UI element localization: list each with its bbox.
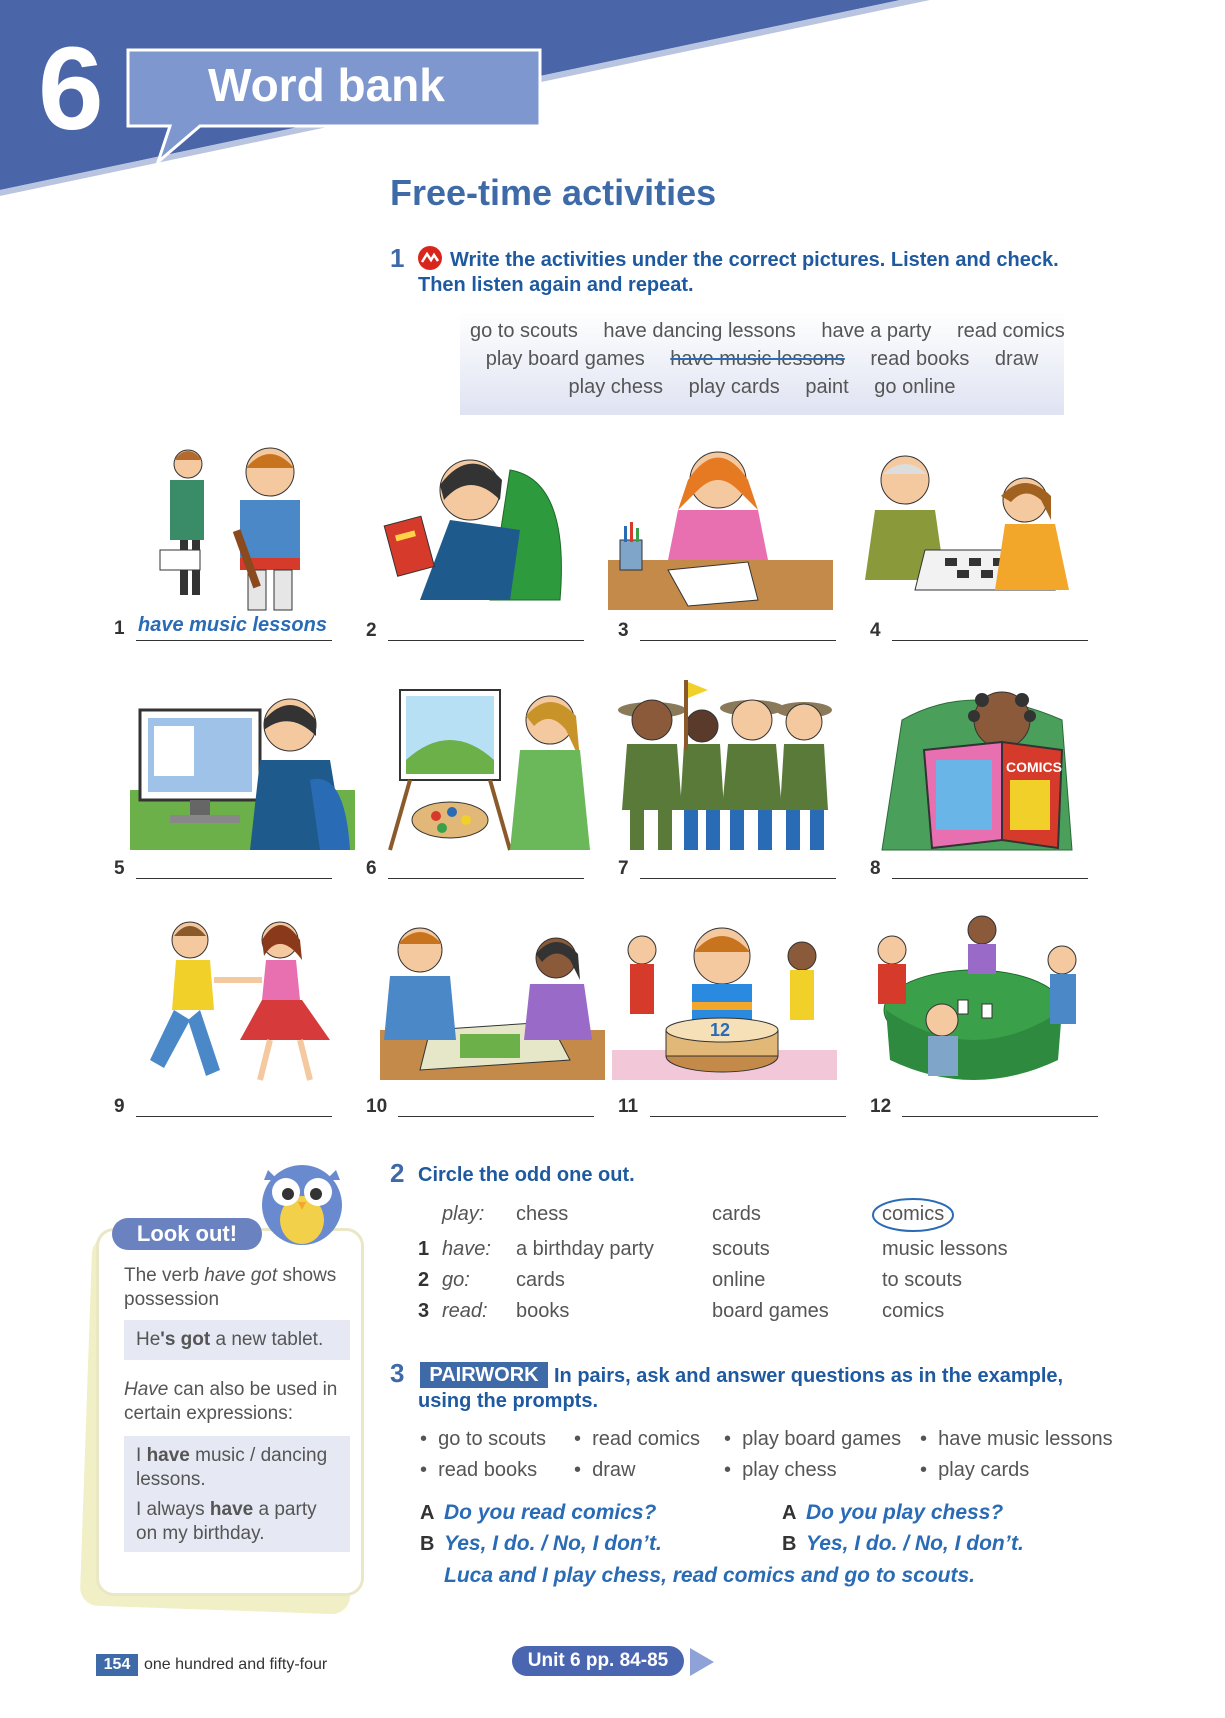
picture-9-number: 9 <box>114 1096 125 1117</box>
picture-5-number: 5 <box>114 858 125 879</box>
cake-number: 12 <box>710 1020 731 1040</box>
word-box-item: read books <box>870 348 970 370</box>
lookout-example-1-c: a new tablet. <box>210 1329 324 1350</box>
dialogue-2-line-b: Yes, I do. / No, I don’t. <box>806 1532 1024 1555</box>
word-box-item: read comics <box>956 320 1065 342</box>
audio-icon[interactable] <box>417 245 443 271</box>
lookout-text-2-b: can also be used in certain expressions: <box>124 1379 338 1424</box>
ex2-verb: have <box>442 1238 486 1260</box>
word-box-item: have dancing lessons <box>603 320 796 342</box>
exercise-3-instruction-line2: using the prompts. <box>418 1390 598 1412</box>
ex2-row-2-a: cards <box>516 1269 565 1291</box>
lookout-text-1 <box>124 1264 354 1312</box>
ex2-row-1-c: music lessons <box>882 1238 1008 1260</box>
picture-9-answer-line[interactable] <box>136 1116 332 1117</box>
dialogue-2-line-a: Do you play chess? <box>806 1501 1004 1524</box>
ex2-row-3-verb: read: <box>442 1300 488 1322</box>
prompt-text: have music lessons <box>938 1428 1113 1450</box>
picture-5-answer-line[interactable] <box>136 878 332 879</box>
exercise-1-instruction-line1: Write the activities under the correct pictures. Listen and check. <box>450 249 1059 271</box>
picture-4-number: 4 <box>870 620 881 641</box>
picture-1-answer: have music lessons <box>138 614 327 636</box>
dialogue-2-speaker-a: A <box>782 1502 797 1524</box>
lookout-example-2 <box>124 1436 350 1552</box>
picture-4-chess <box>855 440 1080 615</box>
lookout-example-1-b: 's got <box>160 1329 211 1350</box>
word-box-item: have a party <box>821 320 932 342</box>
lookout-text-2 <box>124 1378 354 1426</box>
picture-10-board-game <box>380 910 605 1085</box>
exercise-2-instruction: Circle the odd one out. <box>418 1164 635 1186</box>
prompt-item: • play cards <box>920 1459 1030 1481</box>
prompt-item: • read books <box>420 1459 538 1481</box>
lookout-example-2-line <box>136 1444 338 1492</box>
ex2-row-1-b: scouts <box>712 1238 770 1260</box>
prompt-text: play chess <box>742 1459 837 1481</box>
picture-1-number: 1 <box>114 618 125 639</box>
comics-cover-text: COMICS <box>1006 759 1062 775</box>
dialogue-1-speaker-a: A <box>420 1502 435 1524</box>
prompt-text: draw <box>592 1459 636 1481</box>
exercise-2-number: 2 <box>390 1158 405 1188</box>
owl-icon <box>252 1150 352 1250</box>
lookout-example-2-c: music / dancing lessons. <box>136 1445 328 1490</box>
picture-12-number: 12 <box>870 1096 892 1117</box>
word-box-line-3 <box>460 376 1064 399</box>
pairwork-badge: PAIRWORK <box>420 1362 548 1388</box>
picture-1-music-lesson <box>130 440 355 615</box>
dialogue-2-speaker-b: B <box>782 1533 797 1555</box>
prompt-item: • play board games <box>724 1428 902 1450</box>
picture-9-dancing <box>130 910 355 1085</box>
exercise-3-number: 3 <box>390 1358 405 1388</box>
ex2-verb: play <box>442 1203 479 1225</box>
ex2-row-1-verb: have: <box>442 1238 491 1260</box>
ex2-row-1-a: a birthday party <box>516 1238 654 1260</box>
lookout-example-2-a: I <box>136 1445 147 1466</box>
picture-8-comics <box>862 680 1087 855</box>
unit-number: 6 <box>38 23 104 155</box>
ex2-row-3-num: 3 <box>418 1300 430 1322</box>
word-box-item: draw <box>994 348 1039 370</box>
unit-reference-button[interactable]: Unit 6 pp. 84-85 <box>512 1646 684 1676</box>
picture-2-reading <box>360 440 585 615</box>
dialogue-1-speaker-b: B <box>420 1533 435 1555</box>
picture-11-number: 11 <box>618 1096 639 1117</box>
picture-2-answer-line[interactable] <box>388 640 584 641</box>
ex2-row-0-a: chess <box>516 1203 569 1225</box>
word-box-item: play board games <box>485 348 645 370</box>
dialogue-extra-line: Luca and I play chess, read comics and go to scouts. <box>444 1564 975 1587</box>
picture-11-answer-line[interactable] <box>650 1116 846 1117</box>
page-number-words: one hundred and fifty-four <box>144 1656 328 1673</box>
word-box <box>460 312 1064 415</box>
prompt-text: play cards <box>938 1459 1030 1481</box>
lookout-example-3-a: I always <box>136 1499 210 1520</box>
lookout-example-2-b: have <box>146 1445 190 1466</box>
prompt-item: • have music lessons <box>920 1428 1113 1450</box>
lookout-text-1-a: The verb <box>124 1265 205 1286</box>
word-box-item-struck: have music lessons <box>670 348 845 370</box>
ex2-verb: go <box>442 1269 465 1291</box>
arrow-right-icon <box>690 1648 714 1676</box>
lookout-text-1-em: have got <box>204 1265 278 1286</box>
ex2-row-2-verb: go: <box>442 1269 470 1291</box>
ex2-row-1-num: 1 <box>418 1238 430 1260</box>
page-number: 154 <box>96 1654 138 1676</box>
lookout-example-1-a: He <box>136 1329 161 1350</box>
picture-8-number: 8 <box>870 858 881 879</box>
lookout-example-1 <box>124 1320 350 1360</box>
prompt-text: play board games <box>742 1428 902 1450</box>
lookout-text-1-b: shows possession <box>124 1265 337 1310</box>
lookout-example-3-line <box>136 1498 338 1546</box>
ex2-row-0-c: comics <box>882 1203 945 1225</box>
picture-7-number: 7 <box>618 858 629 879</box>
word-box-item: go online <box>874 376 956 398</box>
picture-11-party <box>612 910 837 1085</box>
ex2-row-3-b: board games <box>712 1300 829 1322</box>
ex2-row-2-c: to scouts <box>882 1269 963 1291</box>
prompt-item: • read comics <box>574 1428 700 1450</box>
picture-12-answer-line[interactable] <box>902 1116 1098 1117</box>
picture-2-number: 2 <box>366 620 377 641</box>
ex2-verb: read <box>442 1300 483 1322</box>
picture-4-answer-line[interactable] <box>892 640 1088 641</box>
picture-12-cards <box>862 910 1087 1085</box>
ex2-row-3-c: comics <box>882 1300 945 1322</box>
picture-1-answer-line <box>136 640 332 641</box>
picture-10-answer-line[interactable] <box>398 1116 594 1117</box>
word-box-item: play chess <box>568 376 664 398</box>
picture-3-number: 3 <box>618 620 629 641</box>
word-box-item: paint <box>805 376 849 398</box>
circle-mark-icon <box>870 1196 956 1234</box>
word-box-line-1 <box>460 320 1064 343</box>
exercise-1-instruction-line2: Then listen again and repeat. <box>418 274 694 296</box>
picture-5-computer <box>130 680 355 855</box>
lookout-title: Look out! <box>112 1218 262 1250</box>
picture-3-answer-line[interactable] <box>640 640 836 641</box>
header-band <box>0 0 1225 200</box>
dialogue-1-line-a: Do you read comics? <box>444 1501 657 1524</box>
picture-7-scouts <box>612 680 837 855</box>
picture-6-painting <box>380 680 605 855</box>
word-box-item: go to scouts <box>470 320 578 342</box>
picture-6-answer-line[interactable] <box>388 878 584 879</box>
prompt-item: • draw <box>574 1459 636 1481</box>
ex2-row-0-verb: play: <box>442 1203 485 1225</box>
prompt-text: go to scouts <box>438 1428 546 1450</box>
prompt-item: • play chess <box>724 1459 837 1481</box>
lookout-example-3-c: a party on my birthday. <box>136 1499 317 1544</box>
dialogue-1-line-b: Yes, I do. / No, I don’t. <box>444 1532 662 1555</box>
word-box-item: play cards <box>688 376 780 398</box>
page-title: Word bank <box>208 59 445 111</box>
picture-6-number: 6 <box>366 858 377 879</box>
section-title: Free-time activities <box>390 172 717 213</box>
picture-7-answer-line[interactable] <box>640 878 836 879</box>
ex2-row-0-b: cards <box>712 1203 761 1225</box>
ex2-row-2-num: 2 <box>418 1269 430 1291</box>
word-box-line-2 <box>460 348 1064 371</box>
lookout-example-3-b: have <box>209 1499 254 1520</box>
exercise-3-instruction-line1: In pairs, ask and answer questions as in the example, <box>554 1365 1064 1387</box>
picture-8-answer-line[interactable] <box>892 878 1088 879</box>
prompt-text: read comics <box>592 1428 700 1450</box>
ex2-row-2-b: online <box>712 1269 766 1291</box>
picture-10-number: 10 <box>366 1096 388 1117</box>
picture-3-drawing <box>608 440 833 615</box>
prompt-text: read books <box>438 1459 538 1481</box>
ex2-row-3-a: books <box>516 1300 570 1322</box>
prompt-item: • go to scouts <box>420 1428 546 1450</box>
exercise-1-number: 1 <box>390 243 405 273</box>
lookout-text-2-em: Have <box>124 1379 169 1400</box>
